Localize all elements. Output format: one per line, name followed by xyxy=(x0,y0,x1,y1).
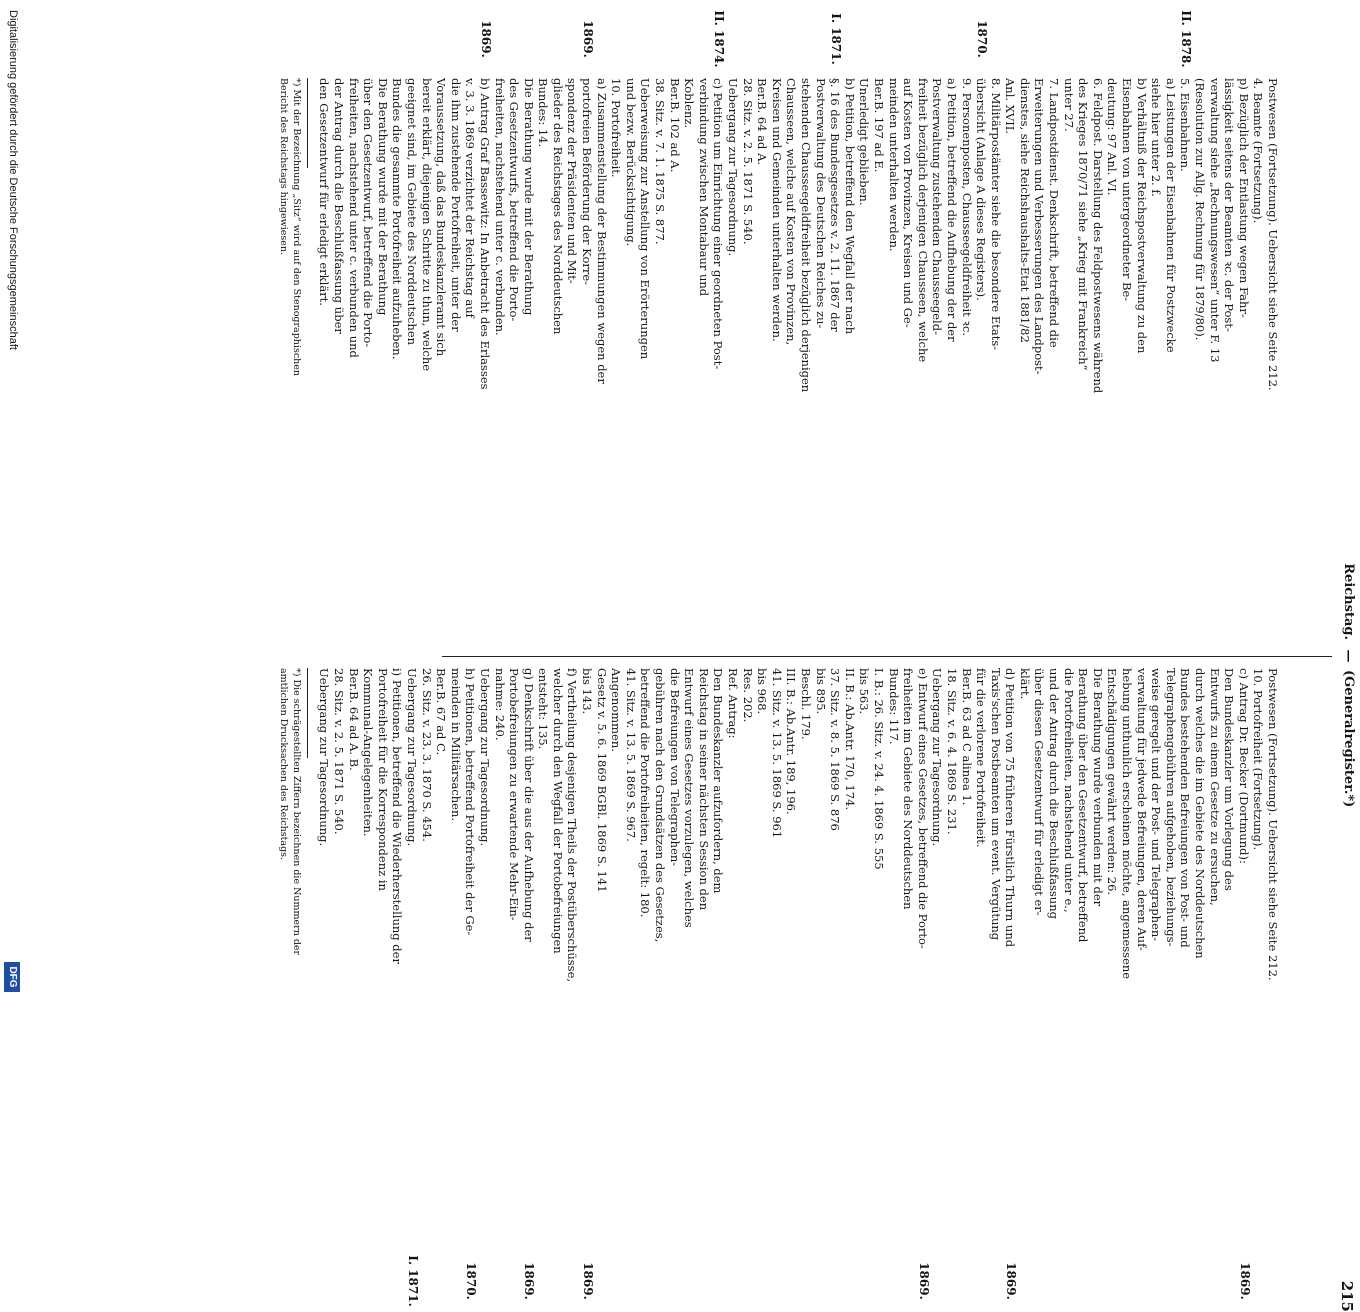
text-line: 28. Sitz. v. 2. 5. 1871 S. 540. xyxy=(332,668,346,835)
text-line: f) Vertheilung desjenigen Theils der Postüberschüsse, xyxy=(565,668,580,983)
year-label: 1869. xyxy=(580,1262,595,1300)
text-line: 7. Landpostdienst. Denkschrift, betreffend die xyxy=(1047,78,1062,348)
header-dash: — xyxy=(1341,649,1356,663)
right-column xyxy=(317,668,1280,1243)
text-line: Bundes die gesammte Portofreiheit aufzuheben. xyxy=(390,78,405,360)
text-line: i) Petitionen, betreffend die Wiederherstellung der xyxy=(390,668,405,964)
text-line: bis 895. xyxy=(813,668,828,715)
text-line: 8. Militärpostämter siehe die besondere Etats- xyxy=(988,78,1003,351)
text-line: Anl. XVII. xyxy=(1003,78,1018,134)
text-line: weise geregelt und der Post- und Telegraphen- xyxy=(1149,668,1164,942)
header-center: (Generalregister.*) xyxy=(1341,670,1356,808)
text-line: Uebergang zur Tagesordnung. xyxy=(404,668,419,847)
year-label: 1869. xyxy=(522,1262,537,1300)
text-line: über den Gesetzentwurf, betreffend die Porto- xyxy=(361,78,376,348)
text-line: Entschädigungen gewährt werden: 26. xyxy=(1105,668,1120,896)
text-line: v. 3. 3. 1869 verzichtet der Reichstag auf xyxy=(463,78,478,318)
text-line: 10. Portofreiheit. xyxy=(609,78,624,178)
dfg-logo: DFG xyxy=(4,962,20,992)
text-line: Ber.B. 63 ad C alinea 1. xyxy=(959,668,974,806)
text-line: Voraussetzung, daß das Bundeskanzleramt sich xyxy=(434,78,449,357)
year-label: 1870. xyxy=(975,20,989,58)
text-line: 37. Sitz. v. 8. 5. 1869 S. 876 xyxy=(828,668,843,831)
text-line: §. 16 des Bundesgesetzes v. 2. 11. 1867 der xyxy=(828,78,843,332)
text-line: c) Petition um Einrichtung einer geordneten Post- xyxy=(711,78,726,370)
text-line: die Befreiungen von Telegraphen- xyxy=(667,668,682,867)
text-line: bereit erklärt, diejenigen Schritte zu thun, welche xyxy=(419,78,434,372)
text-line: 6. Feldpost. Darstellung des Feldpostwesens während xyxy=(1090,78,1105,394)
text-line: Berathung über den Gesetzentwurf, betreffend xyxy=(1076,668,1091,943)
footnote-line: *) Die schrägestellten Ziffern bezeichnen die Nummern der xyxy=(291,668,302,956)
text-line: verbindung zwischen Montabaur und xyxy=(696,78,711,297)
text-line: freiheit bezüglich derjenigen Chausseen, welche xyxy=(915,78,930,363)
text-line: Ber.B. 64 ad A. xyxy=(755,78,770,166)
text-line: siehe hier unter 2. f. xyxy=(1149,78,1164,197)
page-number: 215 xyxy=(1338,1280,1356,1312)
year-label: II. 1874. xyxy=(712,10,727,68)
text-line: bis 143. xyxy=(580,668,595,715)
text-line: g) Denkschrift über die aus der Aufhebung der xyxy=(521,668,536,942)
text-line: deutung: 97 Anl. VI. xyxy=(1105,78,1120,196)
text-line: Ber.B. 64 ad A. B. xyxy=(346,668,361,771)
text-line: Postverwaltung zustehenden Chausseegeld- xyxy=(930,78,945,335)
left-footnote-rule xyxy=(307,78,308,168)
text-line: III. B.: Ab.Antr. 189, 196. xyxy=(784,668,799,815)
text-line: freiheiten, nachstehend unter c. verbunden. xyxy=(492,78,507,336)
text-line: a) Petition, betreffend die Aufhebung der der xyxy=(944,78,959,342)
text-line: die ihm zustehende Portofreiheit, unter der xyxy=(448,78,463,332)
text-line: Bundes: 14. xyxy=(536,78,551,148)
text-line: Kreisen und Gemeinden unterhalten werden. xyxy=(769,78,784,342)
text-line: p) Bezüglich der Entlastung wegen Fahr- xyxy=(1236,78,1251,318)
text-line: 10. Portofreiheit (Fortsetzung). xyxy=(1251,668,1266,851)
text-line: Ref. Antrag: xyxy=(726,668,741,739)
text-line: durch welches die im Gebiete des Norddeutschen xyxy=(1193,668,1208,959)
year-label: 1869. xyxy=(1004,1262,1019,1300)
text-line: des Gesetzentwurfs, betreffend die Porto- xyxy=(507,78,522,322)
year-label: 1869. xyxy=(1237,1262,1252,1300)
text-line: Uebergang zur Tagesordnung. xyxy=(477,668,492,847)
text-line: den Gesetzentwurf für erledigt erklärt. xyxy=(317,78,332,306)
text-line: lässigkeit seitens der Beamten ꝛc. der Post- xyxy=(1222,78,1237,332)
text-line: auf Kosten von Provinzen, Kreisen und Ge- xyxy=(901,78,916,328)
text-line: des Krieges 1870/71 siehe „Krieg mit Frankreich“ xyxy=(1076,78,1091,371)
text-line: spondenz der Präsidenten und Mit- xyxy=(565,78,580,284)
text-line: Uebergang zur Tagesordnung. xyxy=(317,668,332,847)
text-line: glieder des Reichstages des Norddeutschen xyxy=(550,78,565,335)
text-line: c) Antrag Dr. Becker (Dortmund): xyxy=(1236,668,1251,864)
text-line: I. B.: 26. Sitz. v. 24. 4. 1869 S. 555 xyxy=(871,668,886,870)
text-line: bis 563. xyxy=(857,668,872,715)
footnote-line: *) Mit der Bezeichnung „Sitz“ wird auf den Stenographischen xyxy=(291,78,302,377)
year-label: 1869. xyxy=(478,20,493,58)
text-line: Postwesen (Fortsetzung). Uebersicht siehe Seite 212. xyxy=(1266,78,1280,391)
text-line: nahme: 240. xyxy=(492,668,507,741)
text-line: Telegraphengebühren aufgehoben, beziehungs- xyxy=(1163,668,1178,947)
text-line: dienstes, siehe Reichshaushalts-Etat 1881/82 xyxy=(1017,78,1032,343)
text-line: 9. Personenposten, Chausseegeldfreiheit ꝛc. xyxy=(959,78,974,336)
text-line: Die Berathung wurde verbunden mit der xyxy=(1090,668,1105,907)
text-line: Ber.B. 67 ad C. xyxy=(434,668,449,756)
text-line: Res. 202. xyxy=(740,668,755,723)
text-line: h) Petitionen, betreffend Portofreiheit der Ge- xyxy=(463,668,478,936)
digitization-strip xyxy=(0,0,22,1000)
text-line: Den Bundeskanzler aufzufordern, dem xyxy=(711,668,726,894)
text-line: klärt. xyxy=(1017,668,1032,700)
text-line: 41. Sitz. v. 13. 5. 1869 S. 967. xyxy=(623,668,638,842)
text-line: 28. Sitz. v. 2. 5. 1871 S. 540. xyxy=(740,78,755,245)
year-label: II. 1878. xyxy=(1179,10,1194,68)
text-line: Postwesen (Fortsetzung). Uebersicht siehe Seite 212. xyxy=(1266,668,1280,981)
text-line: bis 968. xyxy=(755,668,770,715)
text-line: Angenommen. xyxy=(609,668,624,752)
text-line: b) Antrag Graf Bassewitz: In Anbetracht des Erlasses xyxy=(477,78,492,390)
text-line: e) Entwurf eines Gesetzes, betreffend die Porto- xyxy=(915,668,930,949)
year-label: 1869. xyxy=(580,20,595,58)
text-line: II. B.: Ab.Antr. 170, 174. xyxy=(842,668,857,811)
text-line: Den Bundeskanzler um Vorlegung des xyxy=(1222,668,1237,891)
year-label: I. 1871. xyxy=(405,1255,420,1307)
text-line: Eisenbahnen von untergeordneter Be- xyxy=(1120,78,1135,302)
digitization-note: Digitalisierung gefördert durch die Deutsche Forschungsgemeinschaft xyxy=(7,10,19,350)
text-line: geeignet sind, im Gebiete des Norddeutschen xyxy=(404,78,419,346)
text-line: 5. Eisenbahnen. xyxy=(1178,78,1193,172)
text-line: Die Berathung wurde mit der Berathung xyxy=(375,78,390,316)
text-line: Entwurfs zu einem Gesetze zu ersuchen, xyxy=(1207,668,1222,906)
text-line: 4. Beamte (Fortsetzung). xyxy=(1251,78,1266,224)
text-line: Beschl. 179. xyxy=(799,668,813,740)
text-line: verwaltung siehe „Rechnungswesen“ unter F. 13 xyxy=(1207,78,1222,363)
footnote-line: Bericht des Reichstags hingewiesen. xyxy=(278,78,289,256)
year-label: 1869. xyxy=(916,1262,931,1300)
text-line: stehenden Chausseegeldfreiheit bezüglich derjenigen xyxy=(799,78,813,393)
year-label: I. 1871. xyxy=(829,13,843,65)
header-left: Reichstag. xyxy=(1341,563,1356,640)
text-line: Uebergang zur Tagesordnung. xyxy=(930,668,945,847)
text-line: für die verlorene Portofreiheit. xyxy=(974,668,989,848)
text-line: a) Zusammenstellung der Bestimmungen wegen der xyxy=(594,78,609,384)
text-line: Uebergang zur Tagesordnung. xyxy=(726,78,741,257)
year-label: 1870. xyxy=(464,1262,478,1300)
text-line: unter 27. xyxy=(1061,78,1076,132)
text-line: b) Verhältniß der Reichspostverwaltung zu den xyxy=(1134,78,1149,354)
text-line: der Antrag durch die Beschlußfassung über xyxy=(332,78,346,334)
text-line: Bundes bestehenden Befreiungen von Post- und xyxy=(1178,668,1193,948)
text-line: Postverwaltung des Deutschen Reiches zu- xyxy=(813,78,828,329)
text-line: freiheiten, nachstehend unter c. verbunden und xyxy=(346,78,361,358)
text-line: portofreien Beförderung der Korre- xyxy=(580,78,595,286)
text-line: meinden unterhalten werden. xyxy=(886,78,901,252)
text-line: 26. Sitz. v. 23. 3. 1870 S. 454. xyxy=(419,668,434,842)
text-line: und bezw. Berücksichtigung. xyxy=(623,78,638,247)
text-line: Koblenz. xyxy=(682,78,697,129)
text-line: Ueberweisung zur Anstellung von Erörterungen xyxy=(638,78,653,360)
text-line: Gesetz v. 5. 6. 1869 BGBl. 1869 S. 141 xyxy=(594,668,609,893)
text-line: verwaltung für jedwede Befreiungen, deren Auf- xyxy=(1134,668,1149,951)
text-line: Portofreiheit für die Korrespondenz in xyxy=(375,668,390,891)
text-line: Portobefreiungen zu erwartende Mehr-Ein- xyxy=(507,668,522,921)
text-line: meinden in Militärsachen. xyxy=(448,668,463,822)
text-line: Die Berathung wurde mit der Berathung xyxy=(521,78,536,316)
text-line: entsteht: 135. xyxy=(536,668,551,750)
text-line: welcher durch den Wegfall der Portobefreiungen xyxy=(550,668,565,954)
text-line: Ber.B. 102 ad A. xyxy=(667,78,682,173)
text-line: Bundes: 117. xyxy=(886,668,901,745)
text-line: über diesen Gesetzentwurf für erledigt er- xyxy=(1032,668,1047,916)
text-line: Entwurf eines Gesetzes vorzulegen, welches xyxy=(682,668,697,928)
text-line: 18. Sitz. v. 6. 4. 1869 S. 231. xyxy=(944,668,959,835)
column-separator xyxy=(442,656,1332,657)
text-line: gebühren nach den Grundsätzen des Gesetzes, xyxy=(653,668,668,943)
text-line: übersicht (Anlage A dieses Registers). xyxy=(974,78,989,301)
right-footnote-rule xyxy=(307,668,308,758)
text-line: b) Petition, betreffend den Wegfall der nach xyxy=(842,78,857,335)
text-line: Taxis'schen Postbeamten um event. Vergütung xyxy=(988,668,1003,941)
text-line: 38. Sitz. v. 7. 1. 1875 S. 877. xyxy=(653,78,668,245)
text-line: 41. Sitz. v. 13. 5. 1869 S. 961 xyxy=(769,668,784,839)
text-line: Kommunal-Angelegenheiten. xyxy=(361,668,376,837)
text-line: d) Petition von 75 früheren Fürstlich Thurn und xyxy=(1003,668,1018,948)
text-line: (Resolution zur Allg. Rechnung für 1879/80). xyxy=(1193,78,1208,341)
text-line: freiheiten im Gebiete des Norddeutschen xyxy=(901,668,916,910)
text-line: a) Leistungen der Eisenbahnen für Postzwecke xyxy=(1163,78,1178,353)
text-line: Chausseen, welche auf Kosten von Provinzen, xyxy=(784,78,799,346)
text-line: Ber.B. 197 ad E. xyxy=(871,78,886,173)
left-column xyxy=(317,78,1280,648)
footnote-line: amtlichen Drucksachen des Reichstags. xyxy=(278,668,289,861)
text-line: Reichstag in seiner nächsten Session den xyxy=(696,668,711,911)
text-line: Unerledigt geblieben. xyxy=(857,78,872,206)
text-line: hebung unthunlich erscheinen möchte, angemessene xyxy=(1120,668,1135,980)
text-line: die Portofreiheiten, nachstehend unter e., xyxy=(1061,668,1076,913)
text-line: und der Antrag durch die Beschlußfassung xyxy=(1047,668,1062,919)
text-line: betreffend die Portofreiheiten, regelt: 180. xyxy=(638,668,653,918)
text-line: Erweiterungen und Verbesserungen des Landpost- xyxy=(1032,78,1047,375)
